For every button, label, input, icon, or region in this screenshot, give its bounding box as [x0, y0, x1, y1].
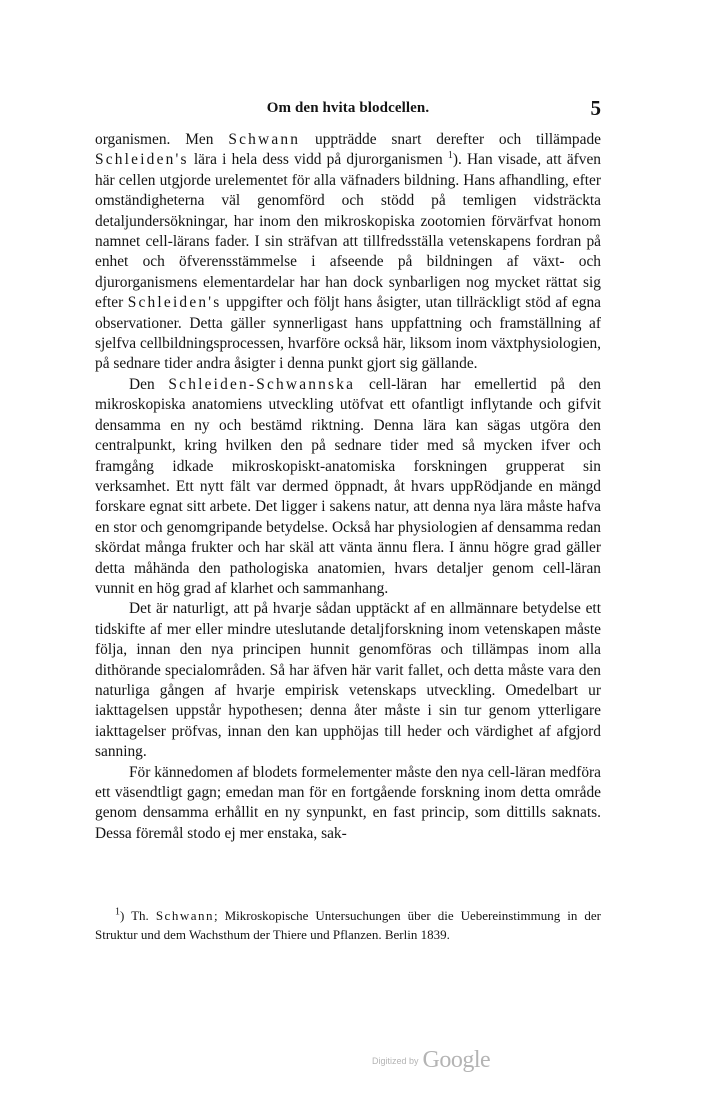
paragraph-2: Den Schleiden-Schwannska cell-läran har emellertid på den mikroskopiska anatomiens utveckling utöfvat ett ofantligt inflytande och gifvit densamma en ny och bestämd riktning. Denna lära kan sägas utgöra den centralpunkt, kring hvilken den på sednare tider med så mycken ifver och framgång idkade mikroskopiskt-anatomiska forskningen grupperat sin verksamhet. Ett nytt fält var dermed öppnadt, åt hvars uppRödjande en mängd forskare egnat sitt arbete. Det ligger i sakens natur, att denna nya lära måste hafva en stor och genomgripande betydelse. Också har physiologien af densamma redan skördat många frukter och har skäl att vänta ännu flera. I ännu högre grad gäller detta måhända den pathologiska anatomien, hvars detaljer genom cell-läran vunnit en hög grad af klarhet och sammanhang. [95, 375, 601, 597]
footnote: $^1$) Th. Schwann; Mikroskopische Untersuchungen über die Uebereinstimmung in der Struktur und dem Wachsthum der Thiere und Pflanzen. Berlin 1839. [95, 906, 601, 942]
paragraph-4: För kännedomen af blodets formelementer måste den nya cell-läran medföra ett väsendtligt gagn; emedan man för en fortgående forskning inom detta område genom densamma erhållit en ny synpunkt, en fast princip, som dittills saknats. Dessa föremål stodo ej mer enstaka, sak- [95, 763, 601, 842]
digitized-by-google-watermark [372, 1047, 532, 1081]
running-title: Om den hvita blodcellen. [266, 100, 430, 116]
paragraph-3: Det är naturligt, att på hvarje sådan upptäckt af en allmännare betydelse ett tidskifte af mer eller mindre uteslutande detaljforskning inom vetenskapen måste följa, innan den nya principen hunnit genomföras och tillämpas inom alla dithörande specialområden. Så har äfven här varit fallet, och detta måste vara den naturliga gången af hvarje empirisk vetenskaps utveckling. Omedelbart ur iakttagelsen uppstår hypothesen; denna åter måste i sin tur genom ytterligare iakttagelser pröfvas, innan den kan upphöjas till heder och värdighet af afgjord sanning. [95, 600, 601, 761]
author-name: Schwann [155, 908, 214, 923]
google-logo: Google [422, 1047, 491, 1073]
author-name: Schleiden's [95, 151, 189, 169]
author-name: Schleiden's [127, 294, 222, 312]
body-text [95, 130, 601, 844]
author-name: Schleiden-Schwannska [168, 375, 356, 393]
running-head [95, 96, 601, 122]
page-number: 5 [590, 96, 601, 120]
watermark-prefix: Digitized by [372, 1056, 419, 1066]
footnote-reference: 1 [447, 150, 453, 162]
paragraph-1: organismen. Men Schwann uppträdde snart derefter och tillämpade Schleiden's lära i hela dess vidd på djurorganismen $^1$). Han visade, att äfven här cellen utgjorde urelementet för alla väfnaders bildning. Hans afhandling, efter omständigheterna väl genomförd och stödd på temligen vidsträckta detaljundersökningar, har inom den mikroskopiska zootomien förvärfvat honom namnet cell-lärans fader. I sin sträfvan att tillfredsställa vetenskapens fordran på enhet och öfverensstämmelse i afseende på bildningen af växt- och djurorganismens elementardelar har han dock synbarligen nog mycket rättat sig efter Schleiden's uppgifter och följt hans åsigter, utan tillräckligt stöd af egna observationer. Detta gäller synnerligast hans uppfattning och framställning af sjelfva cellbildningsprocessen, hvarföre också här, liksom inom växtphysiologien, på sednare tider andra åsigter i denna punkt gjort sig gällande. [95, 131, 602, 373]
author-name: Schwann [228, 131, 301, 148]
footnote-mark: 1 [115, 906, 120, 918]
